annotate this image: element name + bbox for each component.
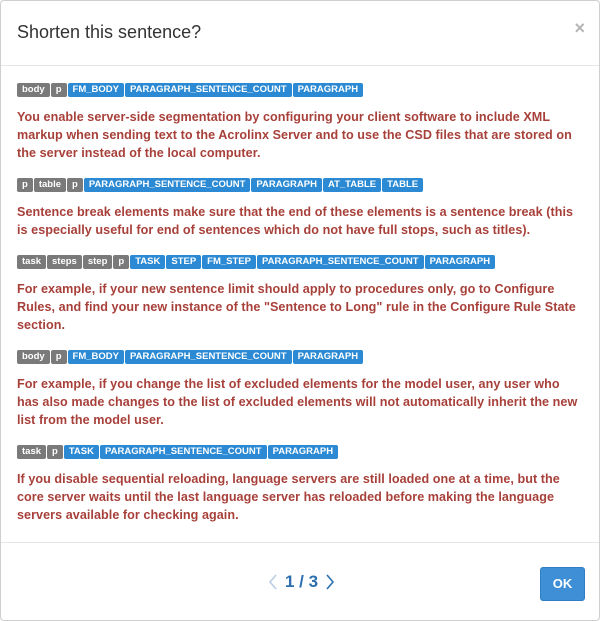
tag-badge: p <box>47 445 63 459</box>
element-path-tags <box>17 350 583 364</box>
flagged-sentence[interactable]: You enable server-side segmentation by configuring your client software to include XML markup when sending text to the Acrolinx Server and to use the CSD files that are stored on the server instead of the local computer. <box>17 110 572 160</box>
dialog-title: Shorten this sentence? <box>17 22 202 42</box>
tag-badge: p <box>51 83 67 97</box>
sentence-item <box>17 255 583 334</box>
tag-badge: STEP <box>166 255 201 269</box>
tag-badge: p <box>67 178 83 192</box>
tag-badge: AT_TABLE <box>323 178 381 192</box>
tag-badge: p <box>113 255 129 269</box>
tag-badge: p <box>51 350 67 364</box>
element-path-tags <box>17 178 583 192</box>
tag-badge: step <box>83 255 113 269</box>
tag-badge: PARAGRAPH <box>425 255 496 269</box>
sentence-item <box>17 178 583 239</box>
tag-badge: body <box>17 83 50 97</box>
tag-badge: FM_BODY <box>68 350 124 364</box>
element-path-tags <box>17 255 583 269</box>
tag-badge: task <box>17 445 46 459</box>
tag-badge: PARAGRAPH_SENTENCE_COUNT <box>257 255 424 269</box>
tag-badge: body <box>17 350 50 364</box>
tag-badge: FM_BODY <box>68 83 124 97</box>
close-icon[interactable]: × <box>574 18 585 38</box>
page-indicator: 1 / 3 <box>285 572 319 591</box>
tag-badge: PARAGRAPH_SENTENCE_COUNT <box>125 350 292 364</box>
flagged-sentence[interactable]: For example, if your new sentence limit should apply to procedures only, go to Configure Rules, and find your new instance of the "Sentence to Long" rule in the Configure Rule State section. <box>17 282 576 332</box>
tag-badge: PARAGRAPH_SENTENCE_COUNT <box>100 445 267 459</box>
element-path-tags <box>17 83 583 97</box>
tag-badge: PARAGRAPH_SENTENCE_COUNT <box>125 83 292 97</box>
tag-badge: PARAGRAPH <box>251 178 322 192</box>
tag-badge: task <box>17 255 46 269</box>
tag-badge: PARAGRAPH <box>293 83 364 97</box>
tag-badge: PARAGRAPH <box>293 350 364 364</box>
sentence-item <box>17 445 583 524</box>
dialog-header <box>1 1 599 66</box>
dialog-footer <box>1 542 599 621</box>
sentence-list <box>17 83 583 524</box>
tag-badge: PARAGRAPH <box>268 445 339 459</box>
flagged-sentence[interactable]: For example, if you change the list of excluded elements for the model user, any user who has also made changes to the list of excluded elements will not automatically inherit the new list from the model user. <box>17 377 578 427</box>
sentence-item <box>17 350 583 429</box>
tag-badge: p <box>17 178 33 192</box>
flagged-sentence[interactable]: Sentence break elements make sure that the end of these elements is a sentence break (this is especially useful for end of sentences which do not have full stops, such as titles). <box>17 205 574 237</box>
tag-badge: PARAGRAPH_SENTENCE_COUNT <box>84 178 251 192</box>
tag-badge: FM_STEP <box>202 255 256 269</box>
tag-badge: TABLE <box>382 178 423 192</box>
ok-button[interactable]: OK <box>540 567 585 601</box>
chevron-left-icon[interactable] <box>265 572 281 592</box>
tag-badge: table <box>34 178 66 192</box>
flagged-sentence[interactable]: If you disable sequential reloading, language servers are still loaded one at a time, but the core server waits until the last language server has reloaded before making the language servers available for checking again. <box>17 472 560 522</box>
tag-badge: TASK <box>130 255 165 269</box>
tag-badge: steps <box>47 255 82 269</box>
element-path-tags <box>17 445 583 459</box>
sentence-item <box>17 83 583 162</box>
tag-badge: TASK <box>64 445 99 459</box>
chevron-right-icon[interactable] <box>322 572 338 592</box>
pagination <box>265 571 338 593</box>
